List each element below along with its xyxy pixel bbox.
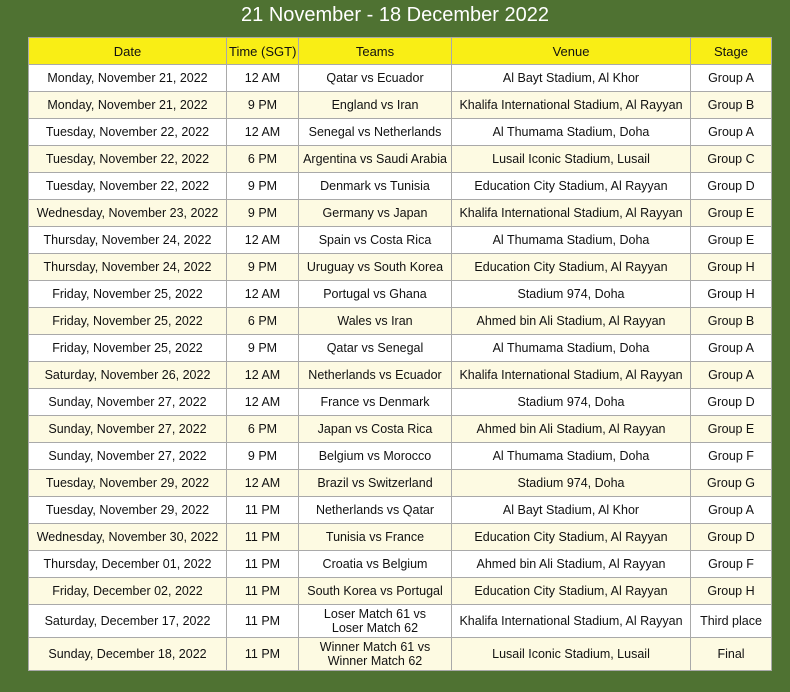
- teams-cell: Uruguay vs South Korea: [299, 254, 452, 281]
- time-cell: 11 PM: [227, 524, 299, 551]
- stage-cell: Group F: [691, 551, 772, 578]
- column-header-stage: Stage: [691, 38, 772, 65]
- column-header-date: Date: [29, 38, 227, 65]
- teams-cell: France vs Denmark: [299, 389, 452, 416]
- schedule-table: [28, 37, 772, 671]
- stage-cell: Group D: [691, 389, 772, 416]
- date-cell: Friday, November 25, 2022: [29, 335, 227, 362]
- teams-cell: Netherlands vs Ecuador: [299, 362, 452, 389]
- venue-cell: Ahmed bin Ali Stadium, Al Rayyan: [452, 308, 691, 335]
- stage-cell: Group B: [691, 308, 772, 335]
- date-cell: Thursday, November 24, 2022: [29, 227, 227, 254]
- teams-cell: Spain vs Costa Rica: [299, 227, 452, 254]
- teams-cell: South Korea vs Portugal: [299, 578, 452, 605]
- stage-cell: Final: [691, 638, 772, 671]
- time-cell: 6 PM: [227, 146, 299, 173]
- stage-cell: Group G: [691, 470, 772, 497]
- stage-cell: Group A: [691, 497, 772, 524]
- time-cell: 11 PM: [227, 551, 299, 578]
- date-cell: Saturday, November 26, 2022: [29, 362, 227, 389]
- date-cell: Saturday, December 17, 2022: [29, 605, 227, 638]
- column-header-time: Time (SGT): [227, 38, 299, 65]
- venue-cell: Lusail Iconic Stadium, Lusail: [452, 638, 691, 671]
- teams-cell: Portugal vs Ghana: [299, 281, 452, 308]
- stage-cell: Group B: [691, 92, 772, 119]
- table-row: [29, 524, 772, 551]
- stage-cell: Group F: [691, 443, 772, 470]
- time-cell: 12 AM: [227, 227, 299, 254]
- venue-cell: Stadium 974, Doha: [452, 389, 691, 416]
- teams-cell: Japan vs Costa Rica: [299, 416, 452, 443]
- time-cell: 6 PM: [227, 308, 299, 335]
- time-cell: 11 PM: [227, 497, 299, 524]
- venue-cell: Stadium 974, Doha: [452, 281, 691, 308]
- venue-cell: Khalifa International Stadium, Al Rayyan: [452, 362, 691, 389]
- stage-cell: Group A: [691, 65, 772, 92]
- teams-cell: Belgium vs Morocco: [299, 443, 452, 470]
- teams-cell: Croatia vs Belgium: [299, 551, 452, 578]
- table-row: [29, 605, 772, 638]
- time-cell: 12 AM: [227, 281, 299, 308]
- date-cell: Tuesday, November 22, 2022: [29, 173, 227, 200]
- teams-cell: Qatar vs Ecuador: [299, 65, 452, 92]
- venue-cell: Al Thumama Stadium, Doha: [452, 227, 691, 254]
- venue-cell: Stadium 974, Doha: [452, 470, 691, 497]
- time-cell: 11 PM: [227, 578, 299, 605]
- time-cell: 12 AM: [227, 362, 299, 389]
- date-cell: Friday, November 25, 2022: [29, 281, 227, 308]
- stage-cell: Group C: [691, 146, 772, 173]
- time-cell: 9 PM: [227, 173, 299, 200]
- teams-cell: Loser Match 61 vs Loser Match 62: [299, 605, 452, 638]
- venue-cell: Al Bayt Stadium, Al Khor: [452, 497, 691, 524]
- stage-cell: Third place: [691, 605, 772, 638]
- venue-cell: Ahmed bin Ali Stadium, Al Rayyan: [452, 416, 691, 443]
- column-header-teams: Teams: [299, 38, 452, 65]
- venue-cell: Khalifa International Stadium, Al Rayyan: [452, 92, 691, 119]
- time-cell: 12 AM: [227, 389, 299, 416]
- date-cell: Sunday, November 27, 2022: [29, 443, 227, 470]
- stage-cell: Group E: [691, 227, 772, 254]
- table-row: [29, 551, 772, 578]
- date-cell: Wednesday, November 23, 2022: [29, 200, 227, 227]
- time-cell: 9 PM: [227, 254, 299, 281]
- time-cell: 12 AM: [227, 470, 299, 497]
- time-cell: 12 AM: [227, 65, 299, 92]
- table-row: [29, 638, 772, 671]
- venue-cell: Khalifa International Stadium, Al Rayyan: [452, 605, 691, 638]
- schedule-table-container: [28, 37, 771, 671]
- time-cell: 9 PM: [227, 200, 299, 227]
- column-header-venue: Venue: [452, 38, 691, 65]
- teams-cell: Tunisia vs France: [299, 524, 452, 551]
- teams-cell: Netherlands vs Qatar: [299, 497, 452, 524]
- time-cell: 12 AM: [227, 119, 299, 146]
- teams-cell: England vs Iran: [299, 92, 452, 119]
- date-cell: Friday, December 02, 2022: [29, 578, 227, 605]
- teams-cell: Germany vs Japan: [299, 200, 452, 227]
- table-row: [29, 254, 772, 281]
- table-row: [29, 308, 772, 335]
- table-row: [29, 200, 772, 227]
- venue-cell: Al Thumama Stadium, Doha: [452, 443, 691, 470]
- table-row: [29, 173, 772, 200]
- time-cell: 9 PM: [227, 443, 299, 470]
- time-cell: 11 PM: [227, 638, 299, 671]
- date-cell: Friday, November 25, 2022: [29, 308, 227, 335]
- table-row: [29, 416, 772, 443]
- table-row: [29, 389, 772, 416]
- venue-cell: Al Thumama Stadium, Doha: [452, 335, 691, 362]
- table-body: [29, 65, 772, 671]
- teams-cell: Brazil vs Switzerland: [299, 470, 452, 497]
- table-row: [29, 92, 772, 119]
- table-row: [29, 578, 772, 605]
- stage-cell: Group E: [691, 200, 772, 227]
- stage-cell: Group D: [691, 524, 772, 551]
- table-row: [29, 146, 772, 173]
- table-row: [29, 65, 772, 92]
- teams-cell: Winner Match 61 vs Winner Match 62: [299, 638, 452, 671]
- stage-cell: Group A: [691, 119, 772, 146]
- stage-cell: Group A: [691, 362, 772, 389]
- page-title: 21 November - 18 December 2022: [241, 4, 549, 26]
- venue-cell: Lusail Iconic Stadium, Lusail: [452, 146, 691, 173]
- venue-cell: Ahmed bin Ali Stadium, Al Rayyan: [452, 551, 691, 578]
- date-cell: Sunday, November 27, 2022: [29, 416, 227, 443]
- teams-cell: Denmark vs Tunisia: [299, 173, 452, 200]
- table-row: [29, 335, 772, 362]
- date-cell: Tuesday, November 29, 2022: [29, 497, 227, 524]
- venue-cell: Education City Stadium, Al Rayyan: [452, 578, 691, 605]
- table-row: [29, 470, 772, 497]
- time-cell: 6 PM: [227, 416, 299, 443]
- teams-cell: Senegal vs Netherlands: [299, 119, 452, 146]
- venue-cell: Education City Stadium, Al Rayyan: [452, 524, 691, 551]
- table-row: [29, 497, 772, 524]
- table-header-row: [29, 38, 772, 65]
- date-cell: Tuesday, November 22, 2022: [29, 119, 227, 146]
- venue-cell: Education City Stadium, Al Rayyan: [452, 173, 691, 200]
- teams-cell: Argentina vs Saudi Arabia: [299, 146, 452, 173]
- date-cell: Monday, November 21, 2022: [29, 65, 227, 92]
- date-cell: Thursday, December 01, 2022: [29, 551, 227, 578]
- table-row: [29, 119, 772, 146]
- stage-cell: Group E: [691, 416, 772, 443]
- date-cell: Monday, November 21, 2022: [29, 92, 227, 119]
- date-cell: Tuesday, November 29, 2022: [29, 470, 227, 497]
- stage-cell: Group A: [691, 335, 772, 362]
- time-cell: 9 PM: [227, 92, 299, 119]
- venue-cell: Khalifa International Stadium, Al Rayyan: [452, 200, 691, 227]
- venue-cell: Al Bayt Stadium, Al Khor: [452, 65, 691, 92]
- date-cell: Tuesday, November 22, 2022: [29, 146, 227, 173]
- time-cell: 9 PM: [227, 335, 299, 362]
- table-row: [29, 362, 772, 389]
- table-row: [29, 227, 772, 254]
- date-cell: Wednesday, November 30, 2022: [29, 524, 227, 551]
- table-row: [29, 443, 772, 470]
- venue-cell: Al Thumama Stadium, Doha: [452, 119, 691, 146]
- stage-cell: Group H: [691, 578, 772, 605]
- venue-cell: Education City Stadium, Al Rayyan: [452, 254, 691, 281]
- stage-cell: Group H: [691, 254, 772, 281]
- table-row: [29, 281, 772, 308]
- date-cell: Sunday, December 18, 2022: [29, 638, 227, 671]
- date-cell: Thursday, November 24, 2022: [29, 254, 227, 281]
- stage-cell: Group D: [691, 173, 772, 200]
- date-cell: Sunday, November 27, 2022: [29, 389, 227, 416]
- teams-cell: Wales vs Iran: [299, 308, 452, 335]
- time-cell: 11 PM: [227, 605, 299, 638]
- teams-cell: Qatar vs Senegal: [299, 335, 452, 362]
- stage-cell: Group H: [691, 281, 772, 308]
